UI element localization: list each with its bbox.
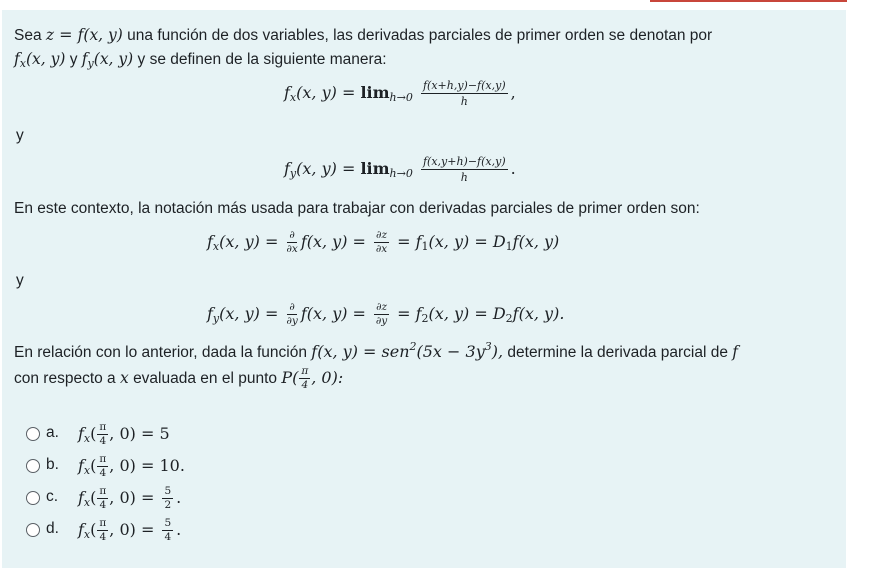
- nfy-args: (x, y) =: [219, 304, 279, 323]
- math-f-of-xy: f(x, y): [77, 26, 123, 44]
- intro-suffix: y se definen de la siguiente manera:: [137, 51, 387, 68]
- nfy-dz-fraction: [374, 302, 389, 327]
- opt-b-fraction: [97, 454, 108, 479]
- nfy-dz-den: ∂y: [375, 315, 388, 327]
- nfy-tail2: (x, y) = D: [428, 304, 506, 323]
- opt-a-pi: π: [99, 421, 107, 433]
- fx-lim-sub: h→0: [389, 91, 413, 104]
- fy-fraction: [421, 155, 508, 184]
- nfy-d-den: ∂y: [286, 315, 298, 327]
- fx-args: (x, y) =: [296, 83, 356, 102]
- opt-a-close: , 0) =: [109, 424, 155, 443]
- notation-fx: [207, 230, 559, 255]
- fx-numerator: f(x+h,y)−f(x,y): [422, 79, 506, 92]
- func-lhs: f(x, y) = sen: [311, 342, 410, 361]
- question-line2-middle: evaluada en el punto: [133, 370, 277, 387]
- nfx-d-den: ∂x: [286, 243, 298, 255]
- nfy-tail1-sub: 2: [421, 312, 429, 325]
- opt-d-lhs: f: [78, 520, 84, 539]
- word-y: y: [16, 127, 24, 144]
- question-suffix: determine la derivada parcial de: [507, 344, 728, 361]
- question-point: [281, 365, 344, 391]
- nfy-a: f: [207, 304, 213, 323]
- fx-lim: lim: [360, 83, 390, 102]
- opt-c-value-fraction: [162, 486, 173, 511]
- intro-and: y: [69, 51, 78, 68]
- nfx-d-fraction: [286, 230, 297, 255]
- intro-line-2: [14, 50, 387, 69]
- math-z-equals: z: [45, 26, 55, 44]
- top-accent-line: [650, 0, 847, 2]
- fy-args: (x, y) =: [296, 159, 356, 178]
- math-fy: $f_y(x$, y): [81, 50, 134, 70]
- notation-fy: [207, 302, 564, 327]
- question-x-symbol: x: [120, 369, 129, 387]
- option-c-radio[interactable]: [26, 491, 40, 505]
- option-c-letter[interactable]: c.: [46, 488, 59, 505]
- fy-numerator: f(x,y+h)−f(x,y): [422, 155, 506, 168]
- opt-d-pi: π: [99, 517, 107, 529]
- opt-b-sub: x: [83, 464, 91, 477]
- fy-lim: lim: [360, 159, 390, 178]
- point-p: P(: [281, 368, 299, 387]
- opt-d-open: (: [90, 520, 97, 539]
- func-end: ),: [491, 342, 504, 361]
- nfy-mid: f(x, y) =: [300, 304, 366, 323]
- question-prefix: En relación con lo anterior, dada la función: [14, 344, 307, 361]
- nfx-a-sub: x: [212, 240, 220, 253]
- question-panel: [2, 10, 846, 568]
- nfy-a-sub: y: [212, 312, 220, 325]
- notation-text: En este contexto, la notación más usada para trabajar con derivadas parciales de primer orden son:: [14, 200, 700, 217]
- func-mid: (5x − 3y: [416, 342, 485, 361]
- fy-denominator: h: [460, 171, 468, 184]
- word-y-2: y: [16, 272, 24, 289]
- opt-a-lhs: f: [78, 424, 84, 443]
- fx-sub: x: [289, 91, 297, 104]
- opt-d-fraction: [97, 518, 108, 543]
- nfx-tail2-sub: 1: [505, 240, 513, 253]
- opt-b-close: , 0) =: [109, 456, 155, 475]
- option-a-letter[interactable]: a.: [46, 424, 59, 441]
- fy-sub: y: [289, 167, 297, 180]
- nfx-dz-den: ∂x: [375, 243, 388, 255]
- point-num: π: [301, 365, 309, 377]
- option-c-formula[interactable]: [78, 486, 181, 511]
- opt-d-value-den: 4: [164, 531, 172, 543]
- opt-a-value: 5: [159, 424, 170, 443]
- option-d-radio[interactable]: [26, 523, 40, 537]
- option-a-radio[interactable]: [26, 427, 40, 441]
- formula-fx: [284, 79, 516, 108]
- question-line-1: [14, 342, 738, 362]
- opt-c-value-num: 5: [164, 485, 172, 497]
- nfy-d-fraction: [286, 302, 297, 327]
- opt-a-sub: x: [83, 432, 91, 445]
- nfx-dz-fraction: [374, 230, 389, 255]
- fx-fraction: [421, 79, 508, 108]
- opt-b-four: 4: [99, 467, 107, 479]
- fy-lhs: f: [284, 159, 290, 178]
- opt-c-lhs: f: [78, 488, 84, 507]
- intro-middle: una función de dos variables, las derivadas parciales de primer orden se denotan por: [127, 27, 713, 44]
- nfy-tail1: = f: [397, 304, 422, 323]
- opt-c-fraction: [97, 486, 108, 511]
- func-sup: 2: [409, 340, 417, 353]
- opt-a-fraction: [97, 422, 108, 447]
- question-line2-prefix: con respecto a: [14, 370, 116, 387]
- math-equals: =: [54, 25, 78, 44]
- opt-d-value-num: 5: [164, 517, 172, 529]
- nfx-tail2: (x, y) = D: [428, 232, 506, 251]
- opt-b-value: 10.: [159, 456, 185, 475]
- nfx-d-num: ∂: [289, 229, 295, 241]
- question-f-symbol: f: [732, 343, 739, 361]
- option-d-letter[interactable]: d.: [46, 520, 59, 537]
- formula-fy: [284, 155, 516, 184]
- fx-end: ,: [510, 83, 516, 102]
- opt-d-end: .: [176, 520, 182, 539]
- point-den: 4: [301, 379, 309, 391]
- nfy-d-num: ∂: [289, 301, 295, 313]
- nfx-a: f: [207, 232, 213, 251]
- opt-b-open: (: [90, 456, 97, 475]
- nfx-dz-num: ∂z: [376, 229, 388, 241]
- nfx-tail1-sub: 1: [421, 240, 429, 253]
- nfx-tail1: = f: [397, 232, 422, 251]
- nfx-args: (x, y) =: [219, 232, 279, 251]
- opt-a-open: (: [90, 424, 97, 443]
- opt-c-pi: π: [99, 485, 107, 497]
- opt-c-four: 4: [99, 499, 107, 511]
- nfy-dz-num: ∂z: [376, 301, 388, 313]
- math-fx: $f_x(x$, y): [14, 50, 66, 70]
- opt-d-four: 4: [99, 531, 107, 543]
- fy-end: .: [510, 159, 516, 178]
- opt-b-pi: π: [99, 453, 107, 465]
- nfx-mid: f(x, y) =: [300, 232, 366, 251]
- option-b-letter[interactable]: b.: [46, 456, 59, 473]
- nfy-tail2-sub: 2: [505, 312, 513, 325]
- opt-d-value-fraction: [162, 518, 173, 543]
- option-a-formula[interactable]: [78, 422, 170, 447]
- opt-c-close: , 0) =: [109, 488, 155, 507]
- fy-lim-sub: h→0: [389, 167, 413, 180]
- opt-d-sub: x: [83, 528, 91, 541]
- point-end: , 0):: [311, 368, 344, 387]
- point-fraction: [299, 366, 310, 391]
- opt-c-value-den: 2: [164, 499, 172, 511]
- opt-d-close: , 0) =: [109, 520, 155, 539]
- answer-options: [2, 420, 846, 560]
- opt-c-open: (: [90, 488, 97, 507]
- option-b-radio[interactable]: [26, 459, 40, 473]
- intro-prefix: Sea: [14, 27, 42, 44]
- func-sup2: 3: [484, 340, 492, 353]
- question-function: [311, 342, 503, 361]
- opt-c-end: .: [176, 488, 182, 507]
- option-b-formula[interactable]: [78, 454, 185, 479]
- fx-lhs: f: [284, 83, 290, 102]
- nfy-tail3: f(x, y).: [512, 304, 565, 323]
- question-line-2: [14, 366, 343, 391]
- opt-c-sub: x: [83, 496, 91, 509]
- opt-a-four: 4: [99, 435, 107, 447]
- fx-denominator: h: [460, 95, 468, 108]
- opt-b-lhs: f: [78, 456, 84, 475]
- option-d-formula[interactable]: [78, 518, 181, 543]
- intro-line-1: [14, 25, 712, 45]
- nfx-tail3: f(x, y): [512, 232, 560, 251]
